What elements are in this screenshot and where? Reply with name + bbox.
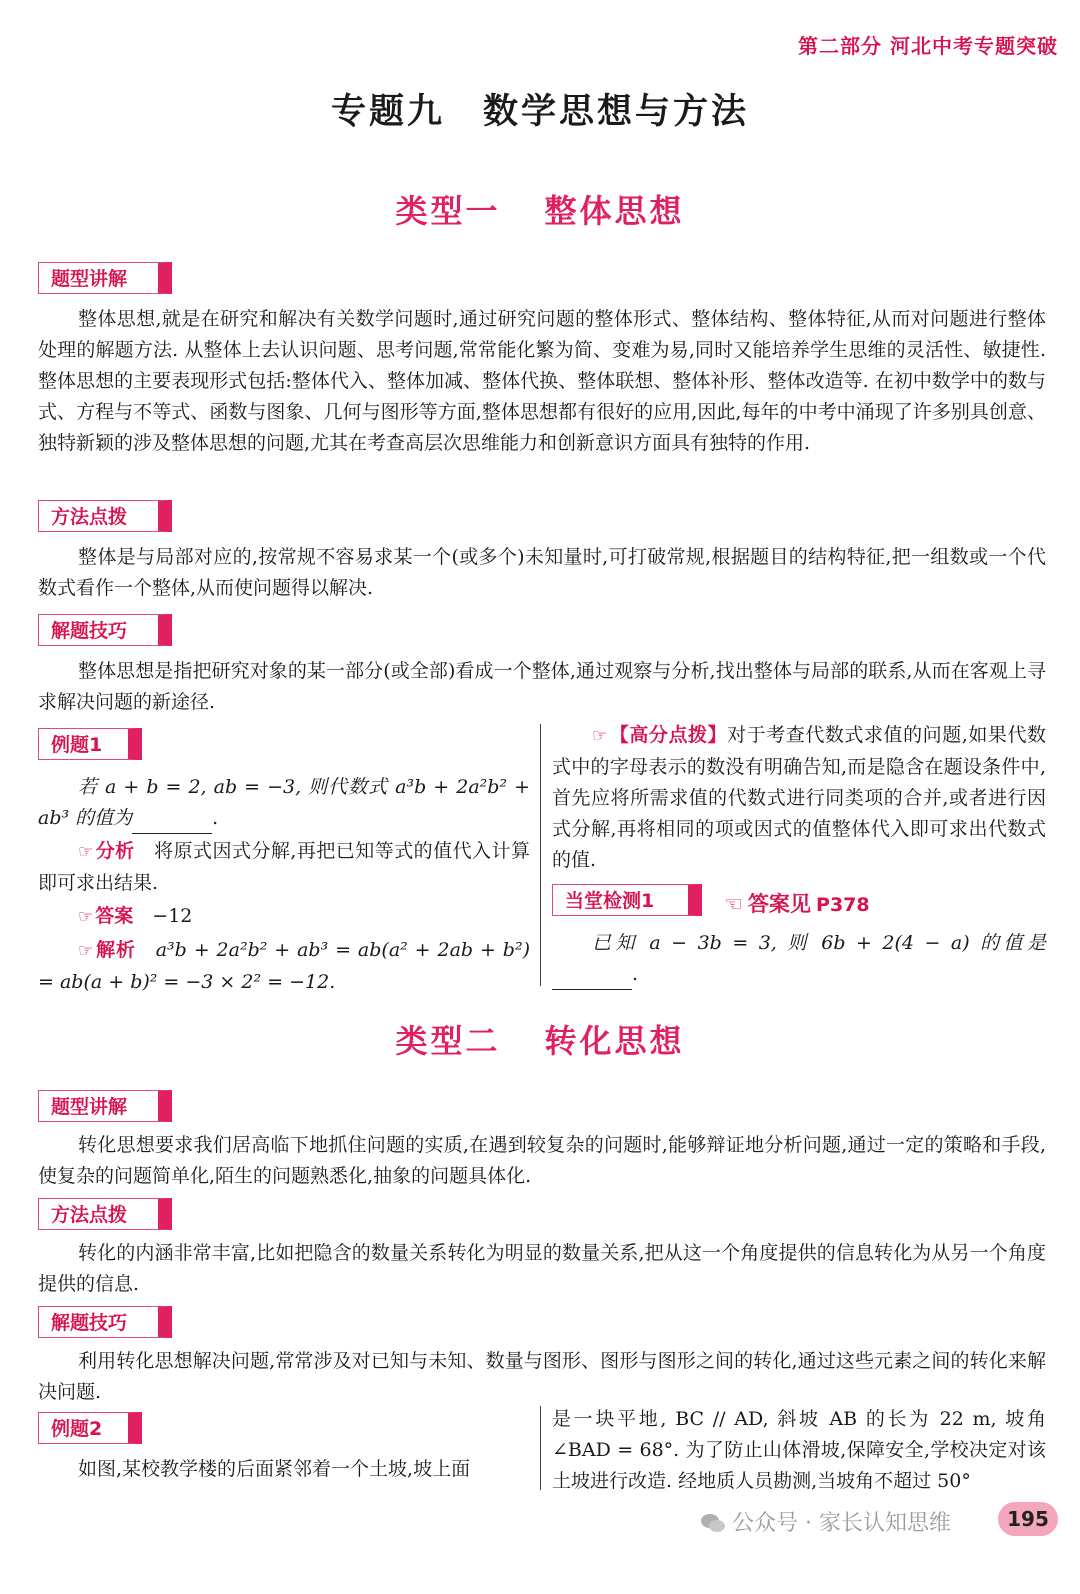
section1-type-label: 类型一 (395, 192, 501, 230)
watermark: 公众号 · 家长认知思维 (700, 1506, 951, 1537)
tip-label: 【高分点拨】 (609, 724, 728, 746)
check-answer-blank[interactable] (552, 969, 632, 990)
part-header: 第二部分 河北中考专题突破 (798, 34, 1058, 58)
page-title: 专题九 数学思想与方法 (330, 92, 749, 132)
tag-example-2: 例题2 (38, 1412, 142, 1444)
tag-check-1: 当堂检测1 (552, 884, 702, 916)
example1-solution: ☞ 解析 a³b + 2a²b² + ab³ = ab(a² + 2ab + b²) = ab(a + b)² = −3 × 2² = −12. (38, 939, 530, 993)
pointing-hand-icon: ☞ (78, 941, 94, 961)
example2-question-right: 是一块平地, BC // AD, 斜坡 AB 的长为 22 m, 坡角 ∠BAD = 68°. 为了防止山体滑坡,保障安全,学校决定对该土坡进行改造. 经地质人员勘测,当坡角不超过 50° (552, 1408, 1046, 1492)
answer-blank[interactable] (132, 813, 212, 834)
page-number: 195 (998, 1502, 1058, 1536)
method-text-2: 转化的内涵非常丰富,比如把隐含的数量关系转化为明显的数量关系,把从这一个角度提供的信息转化为从另一个角度提供的信息. (38, 1242, 1046, 1295)
example2-question-left: 如图,某校教学楼的后面紧邻着一个土坡,坡上面 (78, 1458, 471, 1480)
column-divider-1 (540, 724, 541, 986)
column-divider-2 (540, 1406, 541, 1490)
tag-explain-1: 题型讲解 (38, 262, 172, 294)
explain-text-1: 整体思想,就是在研究和解决有关数学问题时,通过研究问题的整体形式、整体结构、整体特征,从而对问题进行整体处理的解题方法. 从整体上去认识问题、思考问题,常常能化繁为简、变难为易,同时又能培养学生思维的灵活性、敏捷性. 整体思想的主要表现形式包括:整体代入、整体加减、整体代换、整体联想、整体补形、整体改造等. 在初中数学中的数与式、方程与不等式、函数与图象、几何与图形等方面,整体思想都有很好的应用,因此,每年的中考中涌现了许多别具创意、独特新颖的涉及整体思想的问题,尤其在考查高层次思维能力和创新意识方面具有独特的作用. (38, 308, 1046, 454)
skill-text-1: 整体思想是指把研究对象的某一部分(或全部)看成一个整体,通过观察与分析,找出整体与局部的联系,从而在客观上寻求解决问题的新途径. (38, 660, 1046, 713)
tag-explain-2: 题型讲解 (38, 1090, 172, 1122)
answer-reference (724, 888, 870, 918)
tip-text: 对于考查代数式求值的问题,如果代数式中的字母表示的数没有明确告知,而是隐含在题设条件中,首先应将所需求值的代数式进行同类项的合并,或者进行因式分解,再将相同的项或因式的值整体代入即可求出代数式的值. (552, 724, 1046, 871)
pointing-hand-icon: ☞ (78, 907, 94, 927)
example1-body (38, 772, 530, 998)
answer-ref-page[interactable]: P378 (816, 894, 870, 916)
wechat-icon (700, 1512, 726, 1534)
section2-heading (0, 1016, 1080, 1062)
arrow-hand-icon: ☜ (724, 892, 743, 916)
skill-text-2: 利用转化思想解决问题,常常涉及对已知与未知、数量与图形、图形与图形之间的转化,通过这些元素之间的转化来解决问题. (38, 1350, 1046, 1403)
example1-answer: ☞ 答案 −12 (78, 905, 193, 927)
section2-type-name: 转化思想 (544, 1022, 685, 1060)
check1-question: 已知 a − 3b = 3, 则 6b + 2(4 − a) 的值是. (552, 928, 1046, 990)
section2-type-label: 类型二 (395, 1022, 501, 1060)
tag-method-2: 方法点拨 (38, 1198, 172, 1230)
example1-question: 若 a + b = 2, ab = −3, 则代数式 a³b + 2a²b² + ab³ 的值为 . (38, 772, 530, 834)
pointing-hand-icon: ☞ (592, 726, 608, 746)
explain-text-2: 转化思想要求我们居高临下地抓住问题的实质,在遇到较复杂的问题时,能够辩证地分析问题,通过一定的策略和手段,使复杂的问题简单化,陌生的问题熟悉化,抽象的问题具体化. (38, 1134, 1046, 1187)
section1-heading (0, 186, 1080, 232)
tag-method-1: 方法点拨 (38, 500, 172, 532)
section1-type-name: 整体思想 (544, 192, 685, 230)
example1-analysis: ☞ 分析 将原式因式分解,再把已知等式的值代入计算即可求出结果. (38, 840, 530, 894)
pointing-hand-icon: ☞ (78, 842, 94, 862)
tag-skill-1: 解题技巧 (38, 614, 172, 646)
tag-skill-2: 解题技巧 (38, 1306, 172, 1338)
method-text-1: 整体是与局部对应的,按常规不容易求某一个(或多个)未知量时,可打破常规,根据题目的结构特征,把一组数或一个代数式看作一个整体,从而使问题得以解决. (38, 546, 1046, 599)
answer-ref-label: 答案见 (747, 892, 811, 916)
tag-example-1: 例题1 (38, 728, 142, 760)
high-score-tip (552, 720, 1046, 876)
